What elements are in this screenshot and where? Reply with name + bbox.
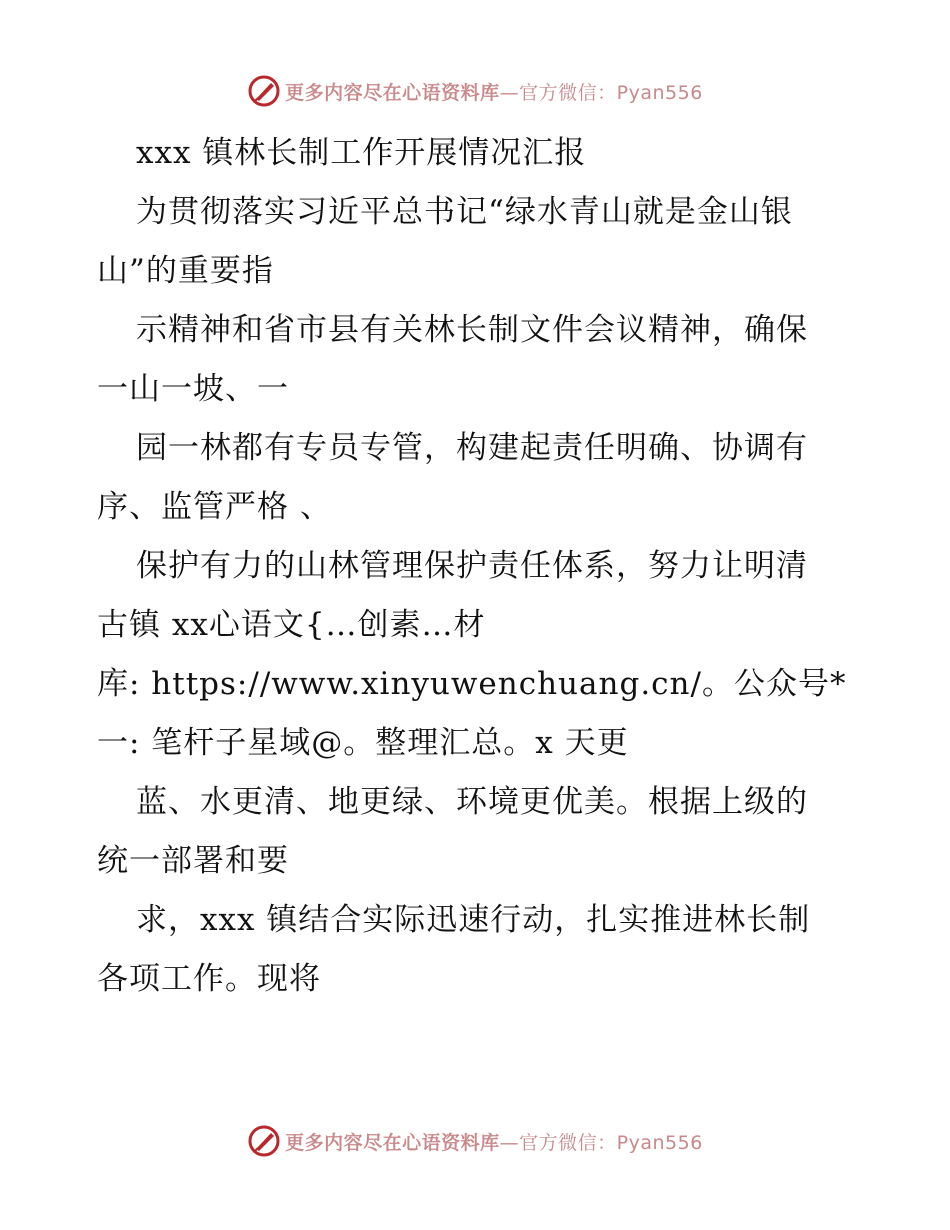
paragraph-line: 统一部署和要 bbox=[97, 843, 289, 879]
paragraph-line: 各项工作。现将 bbox=[97, 961, 321, 997]
paragraph-line: 蓝、水更清、地更绿、环境更优美。根据上级的 bbox=[136, 784, 808, 820]
header-banner bbox=[0, 71, 950, 111]
paragraph-line: 示精神和省市县有关林长制文件会议精神，确保 bbox=[136, 312, 808, 348]
paragraph-line: 求，xxx 镇结合实际迅速行动，扎实推进林长制 bbox=[136, 902, 811, 938]
paragraph-line: 序、监管严格 、 bbox=[97, 489, 332, 525]
banner-text: 更多内容尽在心语资料库—官方微信：Pyan556 bbox=[285, 81, 703, 104]
paragraph-line: 古镇 xx心语文{…创素…材 bbox=[97, 607, 486, 643]
paragraph-line: 园一林都有专员专管，构建起责任明确、协调有 bbox=[136, 430, 808, 466]
footer-banner bbox=[0, 1121, 950, 1161]
paragraph-line: 一: 笔杆子星域@。整理汇总。x 天更 bbox=[97, 725, 629, 761]
document-body bbox=[97, 124, 857, 1009]
document-title: xxx 镇林长制工作开展情况汇报 bbox=[136, 135, 587, 171]
paragraph-line: 一山一坡、一 bbox=[97, 371, 289, 407]
paragraph-line: 保护有力的山林管理保护责任体系，努力让明清 bbox=[136, 548, 808, 584]
paragraph-line: 库: https://www.xinyuwenchuang.cn/。公众号* bbox=[97, 666, 847, 702]
quill-pen-logo-icon bbox=[247, 1124, 281, 1158]
quill-pen-logo-icon bbox=[247, 74, 281, 108]
banner-text: 更多内容尽在心语资料库—官方微信：Pyan556 bbox=[285, 1131, 703, 1154]
paragraph-line: 山”的重要指 bbox=[97, 253, 274, 289]
paragraph-line: 为贯彻落实习近平总书记“绿水青山就是金山银 bbox=[136, 194, 793, 230]
